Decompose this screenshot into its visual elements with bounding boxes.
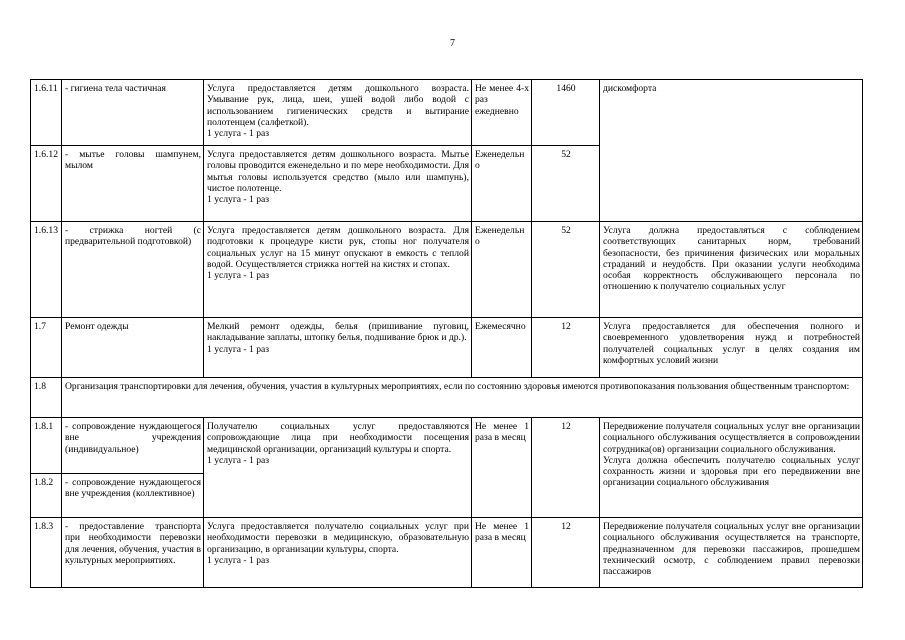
row-number: 1.8.2	[31, 474, 62, 518]
row-number: 1.6.11	[31, 80, 62, 146]
service-description	[204, 518, 472, 588]
table-row	[31, 518, 863, 588]
service-count: 52	[532, 146, 600, 222]
row-number: 1.6.12	[31, 146, 62, 222]
description-text: Услуга предоставляется детям дошкольного возраста. Для подготовки к процедуре кисти рук, стопы ног получателя социальных услуг на 15 минут опускают в емкость с теплой водой. Осуществляется стрижка ногтей на кистях и стопах.	[207, 225, 469, 270]
row-number: 1.8	[31, 378, 62, 418]
unit-text: 1 услуга - 1 раз	[207, 128, 270, 140]
row-number: 1.7	[31, 318, 62, 378]
service-frequency: Ежемесячно	[472, 318, 532, 378]
service-conditions	[600, 418, 863, 518]
service-count: 12	[532, 318, 600, 378]
service-count: 1460	[532, 80, 600, 146]
row-number: 1.8.3	[31, 518, 62, 588]
service-description	[204, 418, 472, 518]
service-name: - стрижка ногтей (с предварительной подготовкой)	[62, 222, 204, 318]
service-name: - предоставление транспорта при необходимости перевозки для лечения, обучения, участия в культурных мероприятиях.	[62, 518, 204, 588]
description-text: Получателю социальных услуг предоставляются сопровождающие лица при необходимости посещения медицинской организации, организаций культуры и спорта.	[207, 421, 469, 455]
row-number: 1.6.13	[31, 222, 62, 318]
unit-text: 1 услуга - 1 раз	[207, 270, 270, 282]
services-table	[30, 79, 863, 588]
table-row	[31, 222, 863, 318]
service-conditions: Услуга предоставляется для обеспечения полного и своевременного удовлетворения нужд и потребностей получателей социальных услуг в целях создания им комфортных условий жизни	[600, 318, 863, 378]
service-frequency: Еженедельно	[472, 146, 532, 222]
section-title: Организация транспортировки для лечения, обучения, участия в культурных мероприятиях, если по состоянию здоровья имеются противопоказания пользования общественным транспортом:	[62, 378, 863, 418]
service-conditions: Передвижение получателя социальных услуг вне организации социального обслуживания осуществляется на транспорте, предназначенном для перевозки пассажиров, прошедшем технический осмотр, с соблюдением правил перевозки пассажиров	[600, 518, 863, 588]
service-conditions: дискомфорта	[600, 80, 863, 222]
service-name: - сопровождение нуждающегося вне учреждения (индивидуальное)	[62, 418, 204, 474]
conditions-text-1: Передвижение получателя социальных услуг вне организации социального обслуживания осуществляется в сопровождении сотрудника(ов) организации социального обслуживания.	[603, 421, 860, 455]
service-description	[204, 146, 472, 222]
service-description	[204, 222, 472, 318]
section-row	[31, 378, 863, 418]
service-conditions: Услуга должна предоставляться с соблюдением соответствующих санитарных норм, требований безопасности, без причинения физических или моральных страданий и неудобств. При оказании услуги необходима особая корректность обслуживающего персонала по отношению к получателю социальных услуг	[600, 222, 863, 318]
description-text: Услуга предоставляется получателю социальных услуг при необходимости перевозки в медицинскую, образовательную организацию, в организации культуры, спорта.	[207, 521, 469, 555]
service-count: 12	[532, 418, 600, 518]
row-number: 1.8.1	[31, 418, 62, 474]
unit-text: 1 услуга - 1 раз	[207, 194, 270, 206]
service-name: - сопровождение нуждающегося вне учреждения (коллективное)	[62, 474, 204, 518]
service-description	[204, 80, 472, 146]
service-name: - гигиена тела частичная	[62, 80, 204, 146]
service-count: 12	[532, 518, 600, 588]
unit-text: 1 услуга - 1 раз	[207, 454, 270, 466]
table-row	[31, 418, 863, 474]
description-text: Услуга предоставляется детям дошкольного возраста. Умывание рук, лица, шеи, ушей водой либо водой с использованием гигиенических средств и вытирание полотенцем (салфеткой).	[207, 83, 469, 128]
service-name: Ремонт одежды	[62, 318, 204, 378]
description-text: Услуга предоставляется детям дошкольного возраста. Мытье головы проводится еженедельно и по мере необходимости. Для мытья головы используется средство (мыло или шампунь), чистое полотенце.	[207, 149, 469, 194]
service-frequency: Не менее 1 раза в месяц	[472, 518, 532, 588]
service-frequency: Не менее 4-х раз ежедневно	[472, 80, 532, 146]
unit-text: 1 услуга - 1 раз	[207, 343, 270, 355]
service-frequency: Не менее 1 раза в месяц	[472, 418, 532, 518]
service-description	[204, 318, 472, 378]
service-name: - мытье головы шампунем, мылом	[62, 146, 204, 222]
table-row	[31, 80, 863, 146]
page-number: 7	[450, 38, 455, 49]
table-row	[31, 318, 863, 378]
unit-text: 1 услуга - 1 раз	[207, 554, 270, 566]
description-text: Мелкий ремонт одежды, белья (пришивание пуговиц, накладывание заплаты, штопку белья, подшивание брюк и др.).	[207, 321, 469, 344]
service-frequency: Еженедельно	[472, 222, 532, 318]
conditions-text-2: Услуга должна обеспечить получателю социальных услуг сохранность жизни и здоровья при его передвижении вне организации социального обслуживания	[603, 454, 860, 489]
service-count: 52	[532, 222, 600, 318]
